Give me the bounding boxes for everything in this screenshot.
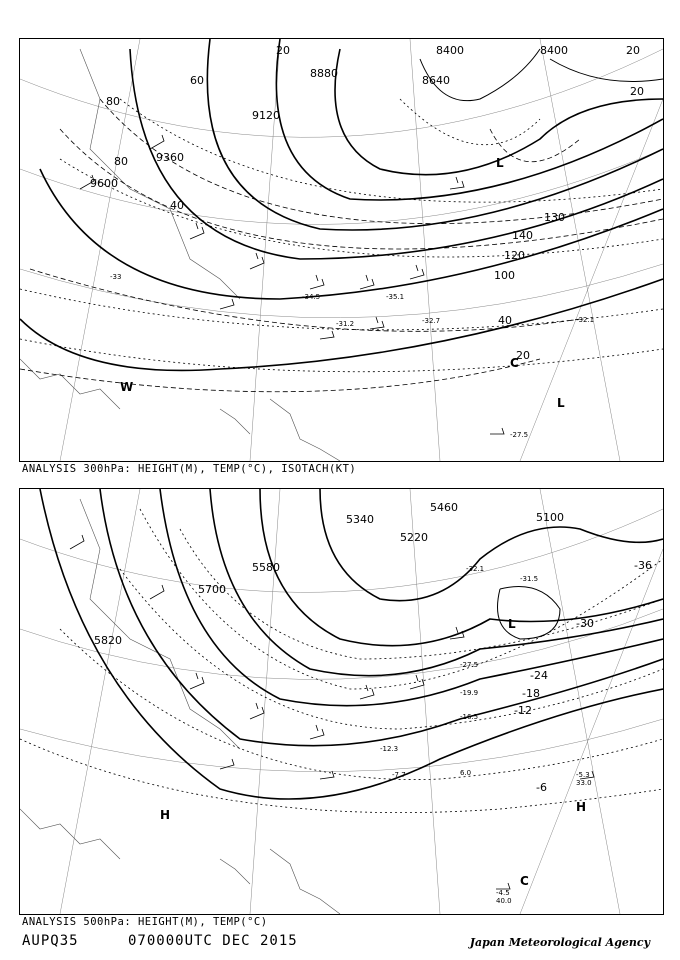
temperature-contours <box>20 99 663 372</box>
isotach-label: 140 <box>512 229 533 242</box>
isotach-label: 20 <box>516 349 530 362</box>
isotach-label: 40 <box>170 199 184 212</box>
temp-contour-label: -30 <box>576 617 594 630</box>
station-value: -7.7 <box>392 771 406 779</box>
isotach-label: 120 <box>504 249 525 262</box>
height-label: 5460 <box>430 501 458 514</box>
station-value: -31.5 <box>520 575 539 583</box>
high-center: H <box>160 808 171 822</box>
station-value: 40.0 <box>496 897 512 905</box>
station-value: -4.5 <box>496 889 510 897</box>
temp-contour-label: -18 <box>522 687 540 700</box>
height-label: 9120 <box>252 109 280 122</box>
cold-center: C <box>510 356 519 370</box>
height-label: 9600 <box>90 177 118 190</box>
map-300hpa <box>19 38 664 462</box>
temp-label: -27.5 <box>510 431 529 439</box>
height-label: 5220 <box>400 531 428 544</box>
station-value: 6.0 <box>460 769 472 777</box>
low-center: L <box>496 156 504 170</box>
temp-label: -33 <box>110 273 122 281</box>
isotach-label: 80 <box>106 95 120 108</box>
low-center: L <box>508 617 516 631</box>
temp-contour-label: -6 <box>536 781 547 794</box>
agency-name: Japan Meteorological Agency <box>469 936 650 949</box>
temp-contour-label: -36 <box>634 559 652 572</box>
station-value: -16.5 <box>460 713 479 721</box>
height-contours <box>40 489 663 799</box>
height-label: 8400 <box>436 44 464 57</box>
warm-center: W <box>120 380 134 394</box>
height-label: 5580 <box>252 561 280 574</box>
station-value: -27.5 <box>460 661 479 669</box>
isotach-label: 130 <box>544 211 565 224</box>
station-value: -32.1 <box>466 565 485 573</box>
wind-barbs <box>80 135 504 434</box>
valid-time: 070000UTC DEC 2015 <box>128 933 298 949</box>
station-value: -19.9 <box>460 689 479 697</box>
station-value: 33.0 <box>576 779 592 787</box>
temp-label: -31.2 <box>336 320 355 328</box>
caption-500hpa: ANALYSIS 500hPa: HEIGHT(M), TEMP(°C) <box>22 916 268 928</box>
isotach-label: 40 <box>498 314 512 327</box>
height-label: 5700 <box>198 583 226 596</box>
coastlines <box>20 49 340 461</box>
isotach-label: 20 <box>276 44 290 57</box>
coastlines <box>20 499 340 914</box>
temp-contour-label: -12 <box>514 704 532 717</box>
isotach-label: 100 <box>494 269 515 282</box>
isotach-label: 60 <box>190 74 204 87</box>
height-label: 8400 <box>540 44 568 57</box>
temp-label: -32.1 <box>576 316 595 324</box>
temp-label: -32.7 <box>422 317 441 325</box>
height-label: 9360 <box>156 151 184 164</box>
station-value: -12.3 <box>380 745 399 753</box>
height-label: 5820 <box>94 634 122 647</box>
height-label: 5100 <box>536 511 564 524</box>
low-center: L <box>557 396 565 410</box>
map-500hpa <box>19 488 664 915</box>
temp-contour-label: -24 <box>530 669 548 682</box>
temp-label: -34.5 <box>302 293 321 301</box>
height-label: 5340 <box>346 513 374 526</box>
high-center: H <box>576 800 587 814</box>
temp-label: -35.1 <box>386 293 405 301</box>
cold-center: C <box>520 874 529 888</box>
graticule <box>20 489 663 914</box>
height-label: 8640 <box>422 74 450 87</box>
isotach-label: 20 <box>626 44 640 57</box>
isotach-label: 80 <box>114 155 128 168</box>
map-500hpa-canvas <box>20 489 663 914</box>
caption-300hpa: ANALYSIS 300hPa: HEIGHT(M), TEMP(°C), ISOTACH(KT) <box>22 463 357 475</box>
station-value: -5.3 <box>576 771 590 779</box>
height-label: 8880 <box>310 67 338 80</box>
map-300hpa-canvas <box>20 39 663 461</box>
chart-id: AUPQ35 <box>22 933 79 949</box>
isotach-label: 20 <box>630 85 644 98</box>
